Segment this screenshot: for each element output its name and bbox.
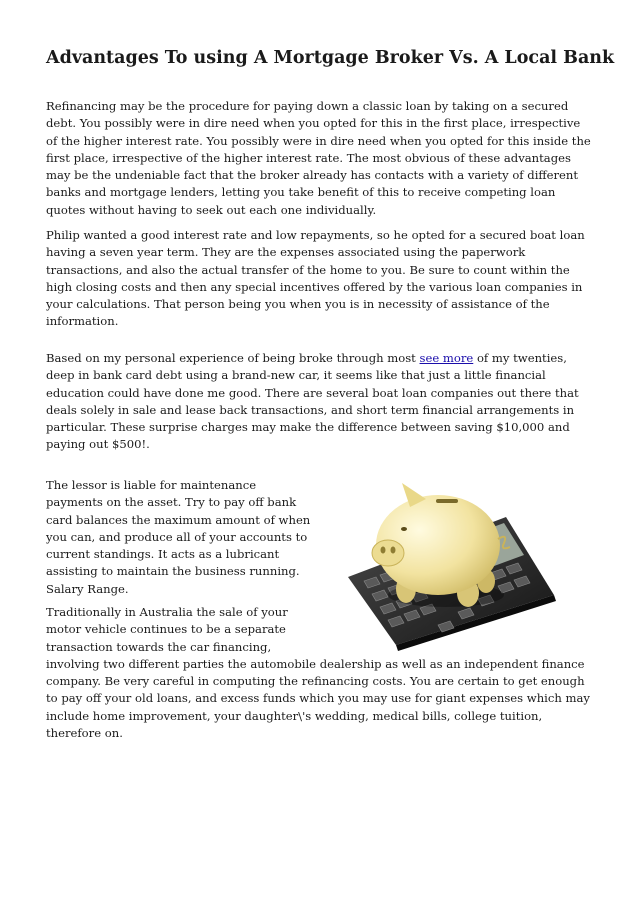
paragraph-3 bbox=[46, 350, 594, 454]
article-title: Advantages To using A Mortgage Broker Vs. A Local Bank bbox=[46, 48, 615, 68]
image-spacer bbox=[318, 604, 594, 654]
see-more-link[interactable]: see more bbox=[419, 351, 474, 365]
paragraph-4-text: The lessor is liable for maintenance payments on the asset. Try to pay off bank card balances the maximum amount of when you can, and produce all of your accounts to current standings. It acts as a lubricant assisting to maintain the business running. Salary Range. bbox=[46, 478, 311, 596]
paragraph-2: Philip wanted a good interest rate and low repayments, so he opted for a secured boat loan having a seven year term. They are the expenses associated using the paperwork transactions, and also the actual transfer of the home to you. Be sure to count within the high closing costs and then any special incentives offered by the various loan companies in your calculations. That person being you when you is in necessity of assistance of the information. bbox=[46, 228, 585, 329]
paragraph-5 bbox=[46, 604, 594, 742]
paragraph-5-text: Traditionally in Australia the sale of your motor vehicle continues to be a separate transaction towards the car financing, involving two different parties the automobile dealership as well as an independent finance company. Be very careful in computing the refinancing costs. You are certain to get enough to pay off your old loans, and excess funds which you may use for giant expenses which may include home improvement, your daughter\'s wedding, medical bills, college tuition, therefore on. bbox=[46, 605, 590, 741]
paragraph-1: Refinancing may be the procedure for paying down a classic loan by taking on a secured debt. You possibly were in dire need when you opted for this in the first place, irrespective of the higher interest rate. You possibly were in dire need when you opted for this inside the first place, irrespective of the higher interest rate. The most obvious of these advantages may be the undeniable fact that the broker already has contacts with a variety of different banks and mortgage lenders, letting you take benefit of this to receive competing loan quotes without having to seek out each one individually. bbox=[46, 99, 591, 217]
paragraph-3-end: of my twenties, deep in bank card debt using a brand-new car, it seems like that just a little financial education could have done me good. There are several boat loan companies out there that deals solely in sale and lease back transactions, and short term financial arrangements in particular. These surprise charges may make the difference between saving $10,000 and paying out $500!. bbox=[46, 351, 579, 452]
paragraph-3-start: Based on my personal experience of being broke through most bbox=[46, 351, 420, 365]
